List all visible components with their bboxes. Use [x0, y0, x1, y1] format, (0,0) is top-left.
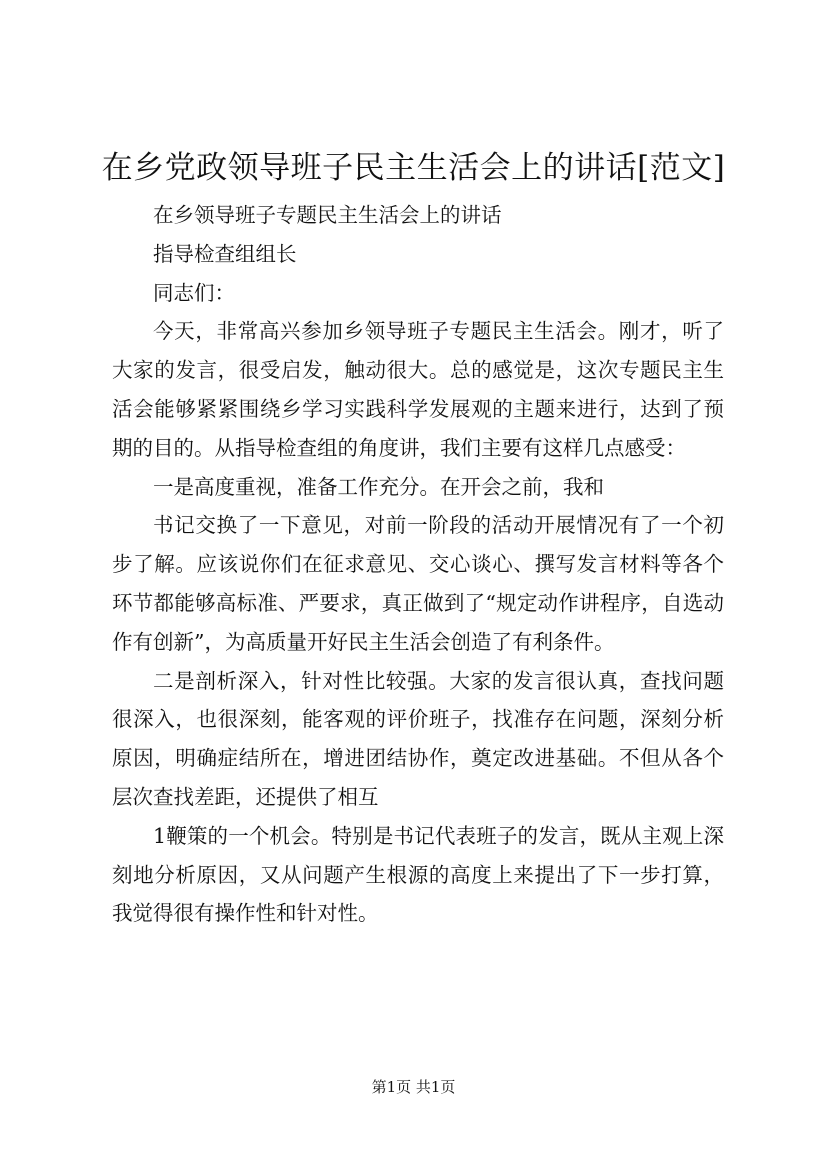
body-paragraph: 今天，非常高兴参加乡领导班子专题民主生活会。刚才，听了大家的发言，很受启发，触动很大。总的感觉是，这次专题民主生活会能够紧紧围绕乡学习实践科学发展观的主题来进行，达到了预期的目的。从指导检查组的角度讲，我们主要有这样几点感受：: [112, 319, 724, 460]
body-paragraph: 书记交换了一下意见，对前一阶段的活动开展情况有了一个初步了解。应该说你们在征求意见、交心谈心、撰写发言材料等各个环节都能够高标准、严要求，真正做到了“规定动作讲程序，自选动作有创新”，为高质量开好民主生活会创造了有利条件。: [112, 513, 724, 654]
body-paragraph: 一是高度重视，准备工作充分。在开会之前，我和: [153, 474, 604, 499]
body-paragraph: 二是剖析深入，针对性比较强。大家的发言很认真，查找问题很深入，也很深刻，能客观的评价班子，找准存在问题，深刻分析原因，明确症结所在，增进团结协作，奠定改进基础。不但从各个层次查找差距，还提供了相互: [112, 668, 724, 809]
document-body: [112, 196, 724, 933]
body-paragraph: 1鞭策的一个机会。特别是书记代表班子的发言，既从主观上深刻地分析原因，又从问题产生根源的高度上来提出了下一步打算，我觉得很有操作性和针对性。: [112, 823, 724, 926]
subtitle-paragraph: 在乡领导班子专题民主生活会上的讲话: [153, 203, 502, 227]
document-title: 在乡党政领导班子民主生活会上的讲话[范文]: [101, 150, 726, 186]
speaker-paragraph: 指导检查组组长: [153, 241, 297, 266]
greeting-paragraph: 同志们：: [153, 280, 235, 305]
page-footer: 第1页 共1页: [371, 1078, 456, 1096]
